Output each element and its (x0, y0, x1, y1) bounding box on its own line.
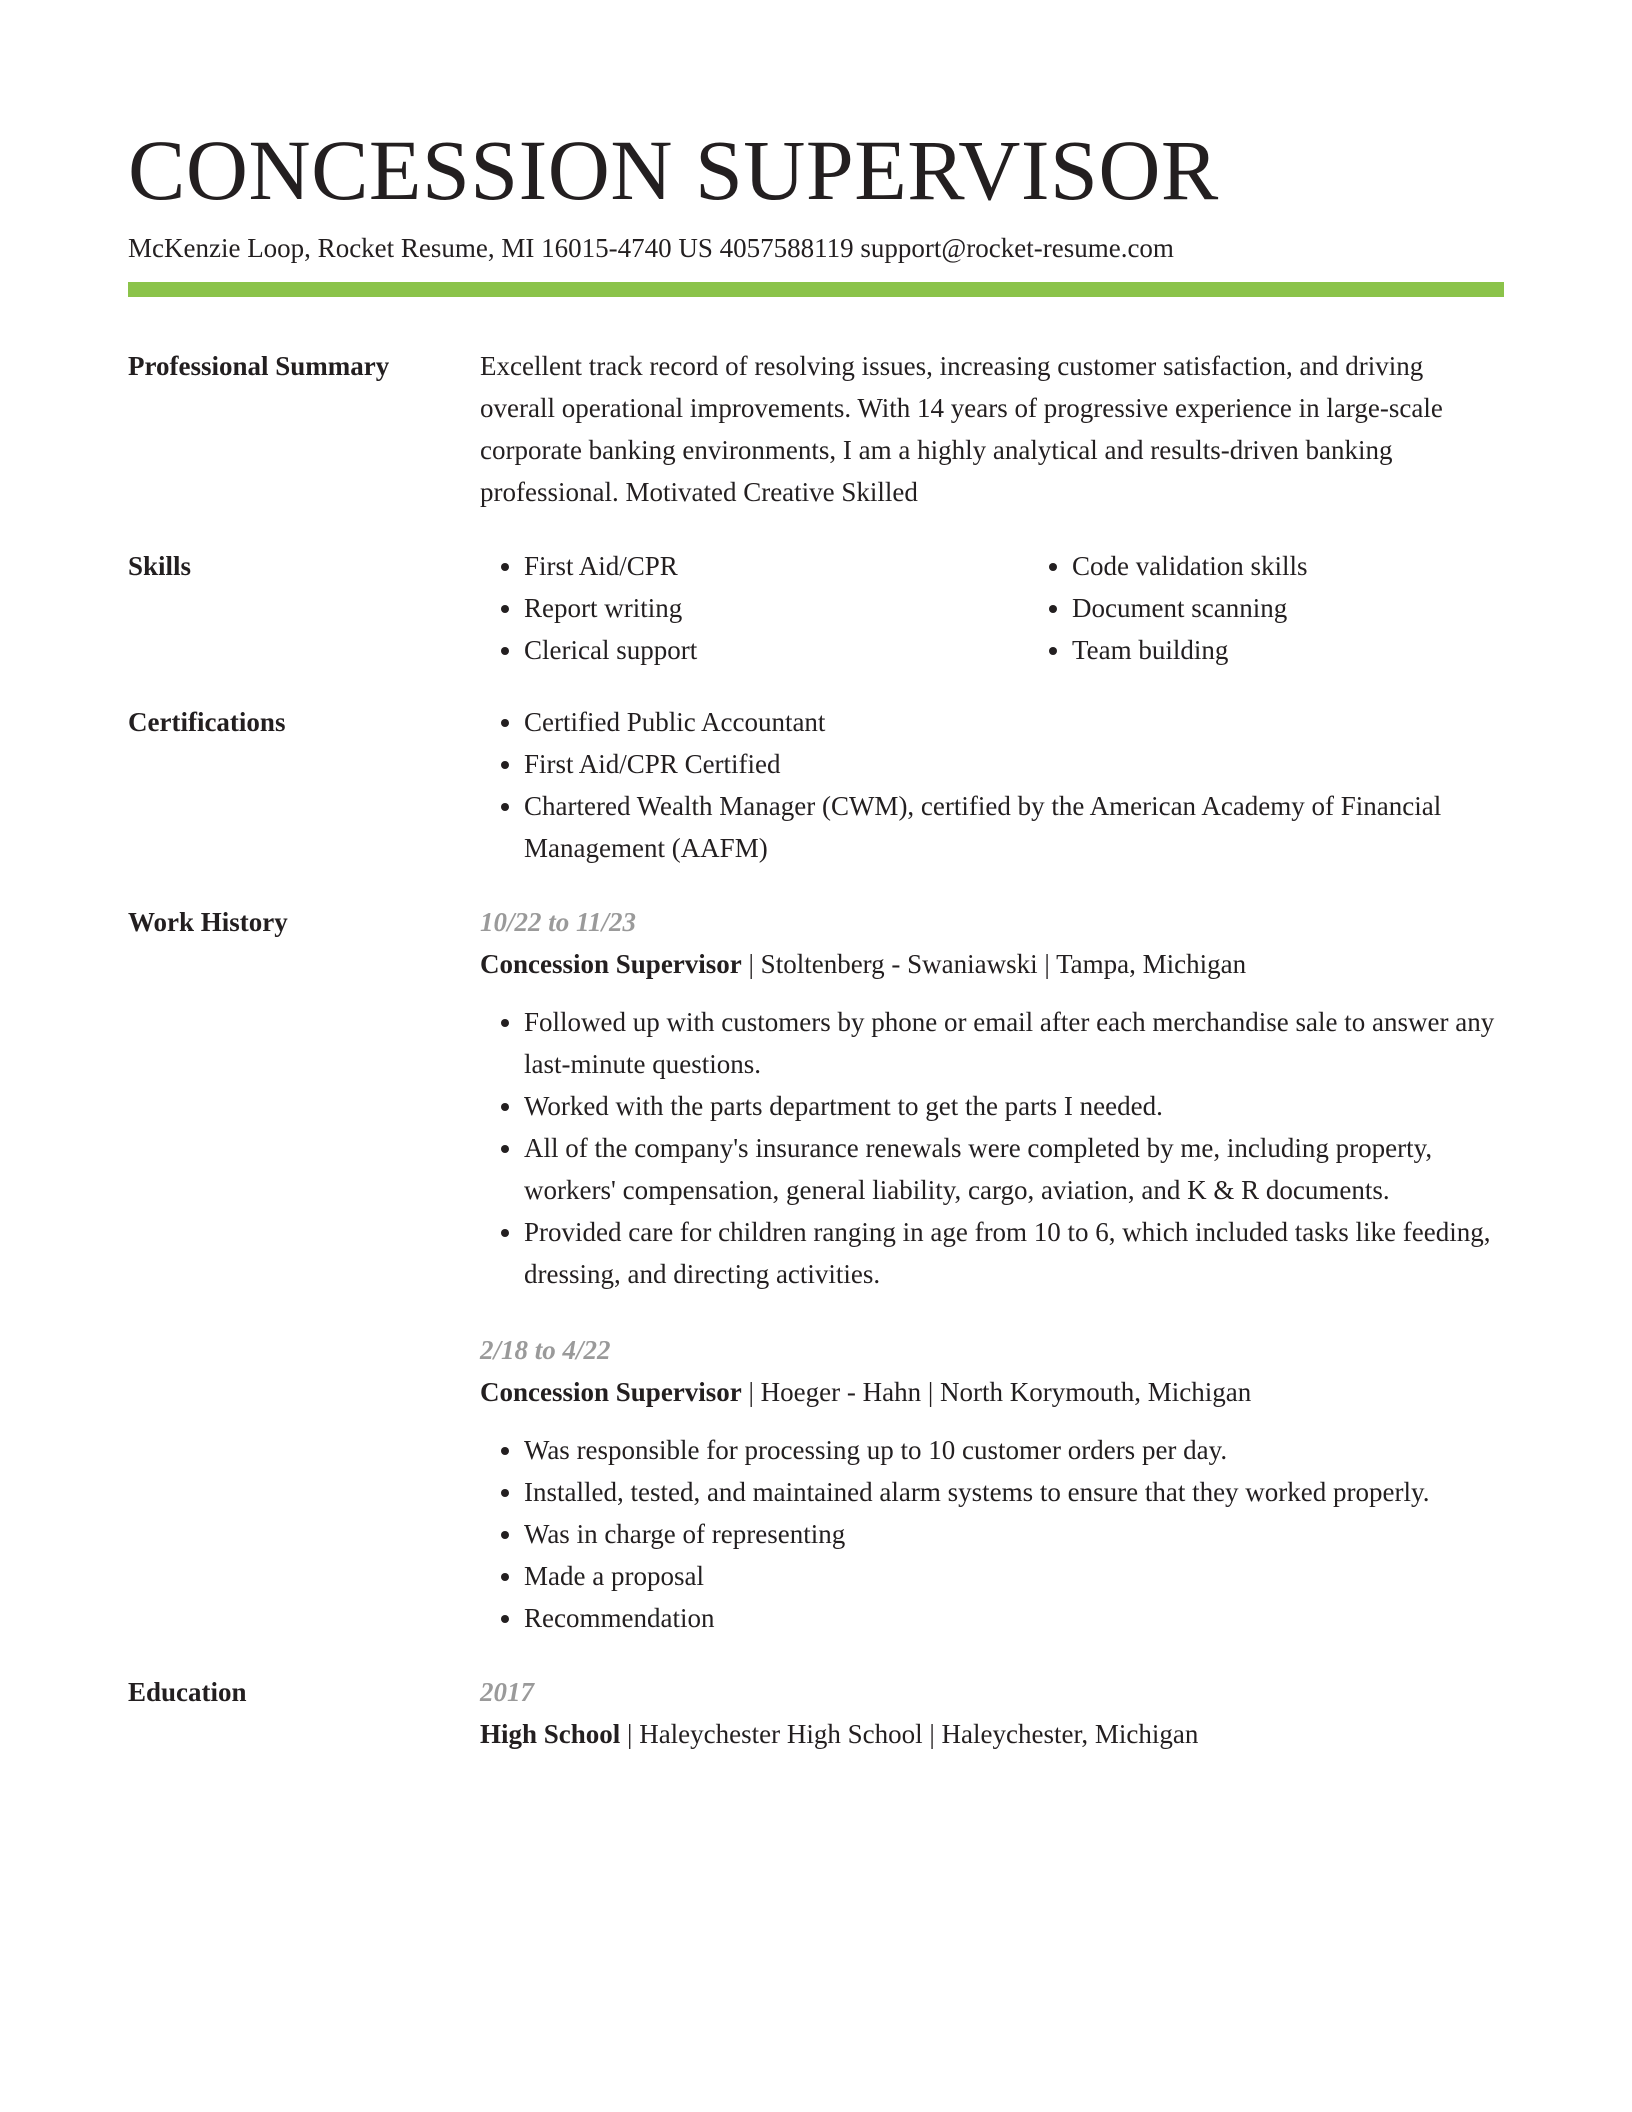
certification-item: • First Aid/CPR Certified (524, 743, 1504, 785)
skills-section (128, 545, 1504, 671)
certifications-label: Certifications (128, 707, 286, 737)
education-date: 2017 (480, 1677, 534, 1707)
work-history-body (480, 901, 1504, 1639)
contact-line (128, 230, 1504, 266)
skills-grid (480, 545, 1576, 671)
skill-item: • First Aid/CPR (524, 545, 1028, 587)
job-details: | Hoeger - Hahn | North Korymouth, Michigan (741, 1377, 1252, 1407)
summary-label: Professional Summary (128, 351, 390, 381)
job-bullet: • Installed, tested, and maintained alarm systems to ensure that they worked properly. (524, 1471, 1504, 1513)
summary-text: Excellent track record of resolving issues, increasing customer satisfaction, and driving overall operational improvements. With 14 years of progressive experience in large-scale corporate banking environments, I am a highly analytical and results-driven banking professional. Motivated Creative Skilled (480, 351, 1443, 507)
job-bullet: • Made a proposal (524, 1555, 1504, 1597)
certifications-section (128, 701, 1504, 869)
education-body (480, 1671, 1504, 1755)
job-dates: 10/22 to 11/23 (480, 907, 637, 937)
contact-phone: 4057588119 (719, 233, 854, 263)
skill-item: • Report writing (524, 587, 1028, 629)
job-bullets (480, 1001, 1504, 1295)
job-bullet: • Was in charge of representing (524, 1513, 1504, 1555)
contact-address: McKenzie Loop, Rocket Resume, MI 16015-4740 US (128, 233, 713, 263)
skills-label: Skills (128, 551, 192, 581)
job-heading (480, 943, 1504, 985)
job-title: Concession Supervisor (480, 1377, 742, 1407)
education-label: Education (128, 1677, 247, 1707)
job-dates: 2/18 to 4/22 (480, 1335, 611, 1365)
job-bullets (480, 1429, 1504, 1639)
job-entry (480, 901, 1504, 1295)
skill-item: • Clerical support (524, 629, 1028, 671)
skill-item: • Document scanning (1072, 587, 1576, 629)
education-details: | Haleychester High School | Haleychester, Michigan (620, 1719, 1199, 1749)
job-bullet: • Worked with the parts department to get the parts I needed. (524, 1085, 1504, 1127)
job-details: | Stoltenberg - Swaniawski | Tampa, Michigan (741, 949, 1247, 979)
skills-column-2 (1028, 545, 1576, 671)
job-bullet: • Was responsible for processing up to 10 customer orders per day. (524, 1429, 1504, 1471)
education-degree: High School (480, 1719, 621, 1749)
skill-item: • Team building (1072, 629, 1576, 671)
job-bullet: • Followed up with customers by phone or email after each merchandise sale to answer any last-minute questions. (524, 1001, 1504, 1085)
education-heading (480, 1713, 1504, 1755)
resume-page (128, 122, 1504, 1755)
work-history-section (128, 901, 1504, 1639)
resume-title: CONCESSION SUPERVISOR (128, 122, 1219, 218)
job-entry (480, 1329, 1504, 1639)
header-divider (128, 282, 1504, 297)
job-bullet: • All of the company's insurance renewals were completed by me, including property, workers' compensation, general liability, cargo, aviation, and K & R documents. (524, 1127, 1504, 1211)
certification-item: • Certified Public Accountant (524, 701, 1504, 743)
skill-item: • Code validation skills (1072, 545, 1576, 587)
job-bullet: • Recommendation (524, 1597, 1504, 1639)
skills-column-1 (480, 545, 1028, 671)
work-history-label: Work History (128, 907, 288, 937)
job-heading (480, 1371, 1504, 1413)
certifications-body (480, 701, 1504, 869)
summary-section (128, 345, 1504, 513)
contact-email: support@rocket-resume.com (860, 233, 1174, 263)
education-section (128, 1671, 1504, 1755)
certifications-list (480, 701, 1504, 869)
job-title: Concession Supervisor (480, 949, 742, 979)
certification-item: • Chartered Wealth Manager (CWM), certified by the American Academy of Financial Management (AAFM) (524, 785, 1504, 869)
job-bullet: • Provided care for children ranging in age from 10 to 6, which included tasks like feeding, dressing, and directing activities. (524, 1211, 1504, 1295)
